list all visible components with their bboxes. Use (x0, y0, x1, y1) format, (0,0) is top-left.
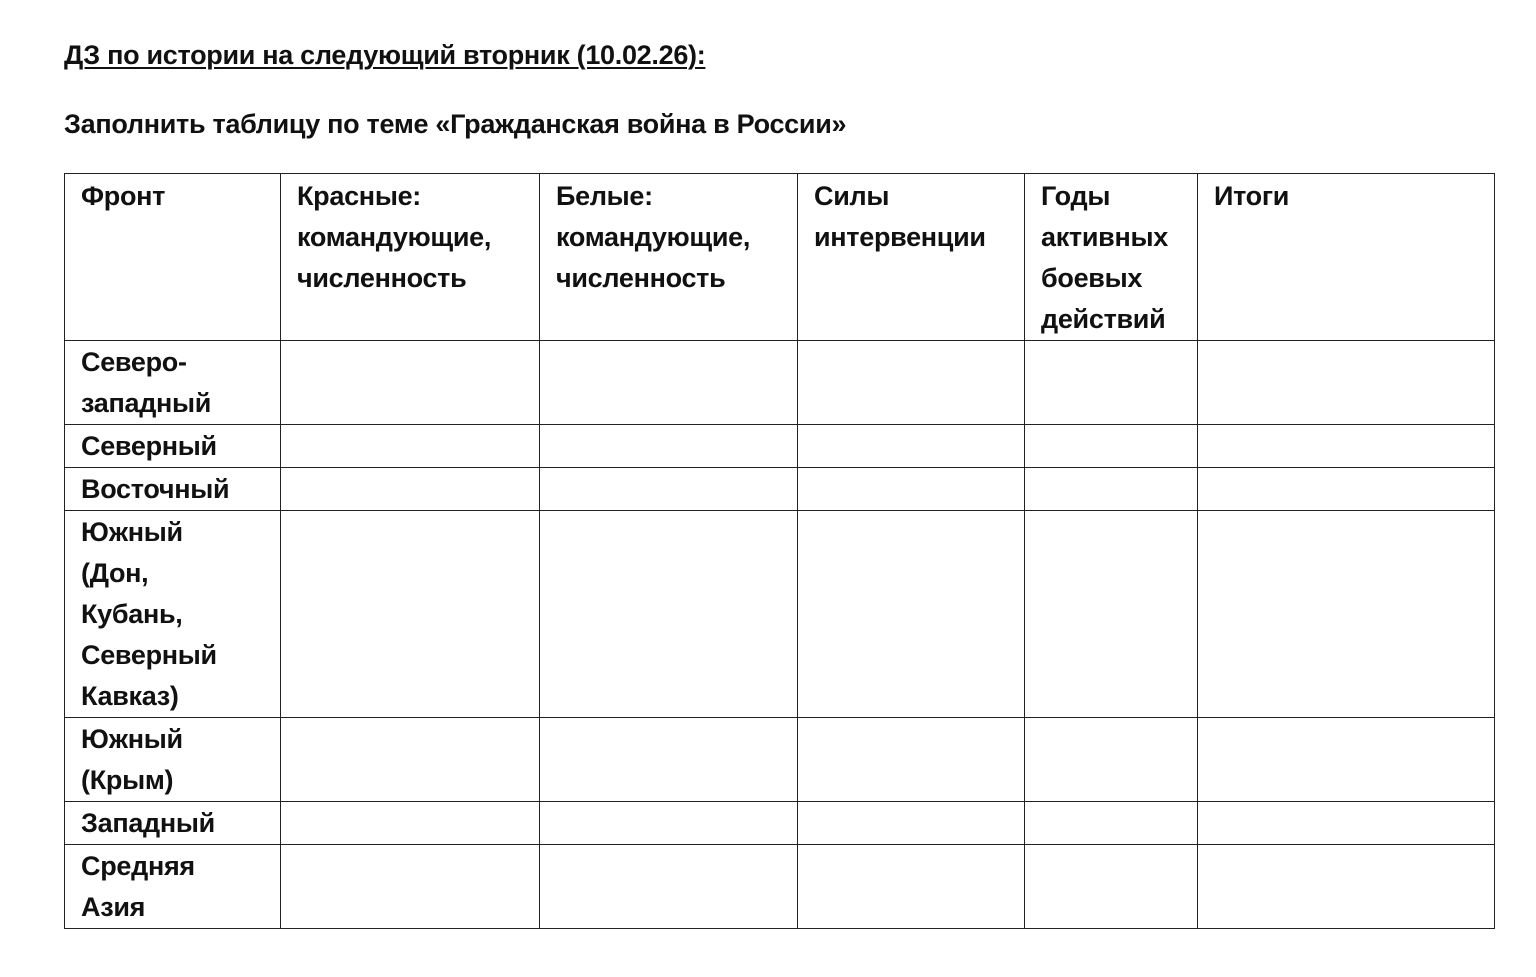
cell-years[interactable] (1025, 511, 1198, 718)
cell-results[interactable] (1198, 802, 1495, 845)
header-active-years: Годы активных боевых действий (1025, 174, 1198, 341)
front-label: Северо- западный (65, 341, 281, 425)
cell-intervention[interactable] (798, 845, 1025, 929)
cell-results[interactable] (1198, 341, 1495, 425)
cell-results[interactable] (1198, 718, 1495, 802)
header-red-commanders: Красные: командующие, численность (281, 174, 540, 341)
header-front: Фронт (65, 174, 281, 341)
table-row-south-crimea (65, 718, 1495, 802)
cell-white[interactable] (540, 511, 798, 718)
civil-war-table (64, 173, 1495, 929)
cell-red[interactable] (281, 511, 540, 718)
cell-years[interactable] (1025, 802, 1198, 845)
cell-red[interactable] (281, 341, 540, 425)
cell-red[interactable] (281, 802, 540, 845)
cell-red[interactable] (281, 468, 540, 511)
header-white-commanders: Белые: командующие, численность (540, 174, 798, 341)
cell-red[interactable] (281, 425, 540, 468)
cell-years[interactable] (1025, 341, 1198, 425)
header-results: Итоги (1198, 174, 1495, 341)
homework-heading: ДЗ по истории на следующий вторник (10.02.26): (64, 40, 706, 70)
cell-intervention[interactable] (798, 341, 1025, 425)
table-row-central-asia (65, 845, 1495, 929)
cell-white[interactable] (540, 425, 798, 468)
cell-white[interactable] (540, 341, 798, 425)
cell-years[interactable] (1025, 425, 1198, 468)
front-label: Южный (Дон, Кубань, Северный Кавказ) (65, 511, 281, 718)
header-intervention-forces: Силы интервенции (798, 174, 1025, 341)
cell-years[interactable] (1025, 845, 1198, 929)
assignment-instruction: Заполнить таблицу по теме «Гражданская война в России» (64, 109, 847, 139)
cell-years[interactable] (1025, 468, 1198, 511)
cell-intervention[interactable] (798, 718, 1025, 802)
cell-red[interactable] (281, 718, 540, 802)
cell-intervention[interactable] (798, 511, 1025, 718)
table-header-row (65, 174, 1495, 341)
table-row-east (65, 468, 1495, 511)
front-label: Южный (Крым) (65, 718, 281, 802)
cell-white[interactable] (540, 802, 798, 845)
cell-white[interactable] (540, 468, 798, 511)
table-row-south-don (65, 511, 1495, 718)
cell-results[interactable] (1198, 511, 1495, 718)
cell-intervention[interactable] (798, 468, 1025, 511)
front-label: Западный (65, 802, 281, 845)
cell-results[interactable] (1198, 425, 1495, 468)
cell-years[interactable] (1025, 718, 1198, 802)
cell-white[interactable] (540, 718, 798, 802)
cell-red[interactable] (281, 845, 540, 929)
cell-results[interactable] (1198, 468, 1495, 511)
cell-intervention[interactable] (798, 425, 1025, 468)
cell-results[interactable] (1198, 845, 1495, 929)
table-row-north (65, 425, 1495, 468)
table-row-northwest (65, 341, 1495, 425)
front-label: Восточный (65, 468, 281, 511)
table-row-west (65, 802, 1495, 845)
front-label: Северный (65, 425, 281, 468)
cell-white[interactable] (540, 845, 798, 929)
cell-intervention[interactable] (798, 802, 1025, 845)
front-label: Средняя Азия (65, 845, 281, 929)
